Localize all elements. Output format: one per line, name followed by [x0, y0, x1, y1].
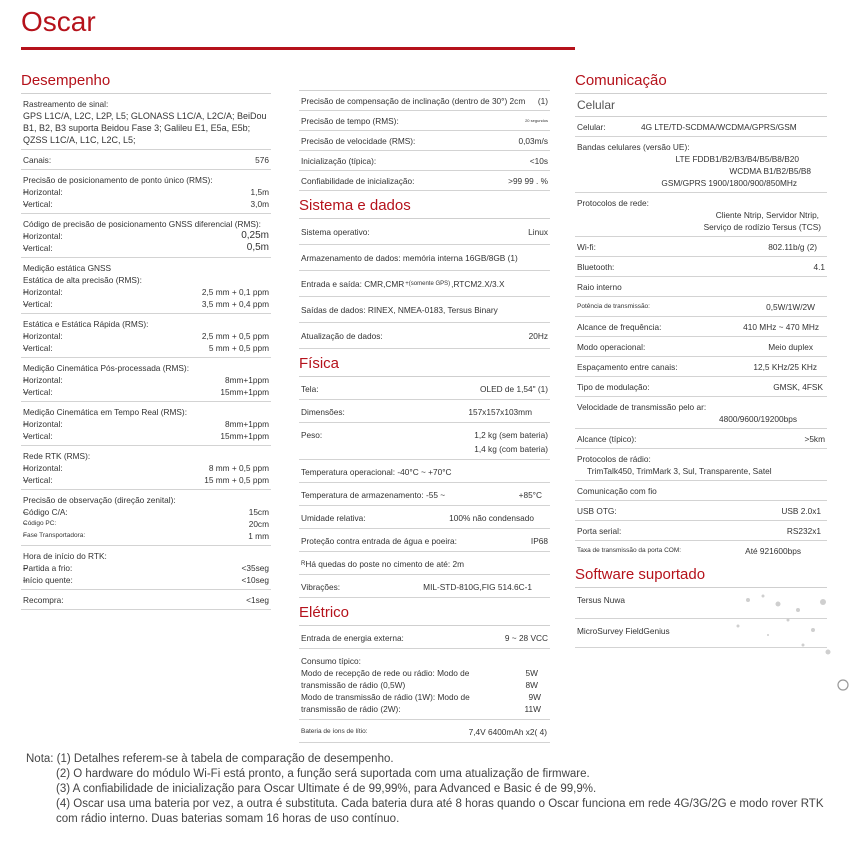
- reacq-row: [21, 590, 271, 610]
- rtk-h-label: – Horizontal:: [21, 418, 63, 430]
- radio-protocols-value: TrimTalk450, TrimMark 3, Sul, Transparente, Satel: [587, 466, 772, 476]
- update-value: 20Hz: [528, 331, 548, 341]
- usb-otg-value: USB 2.0x1: [781, 506, 821, 516]
- battery-row: [299, 720, 550, 743]
- section-title-software: Software suportado: [575, 566, 827, 588]
- spacing-row: [575, 357, 827, 377]
- storage-temp-label: Temperatura de armazenamento: -55 ~: [301, 490, 446, 500]
- serial-label: Porta serial:: [577, 526, 622, 536]
- air-speed-label: Velocidade de transmissão pelo ar:: [577, 402, 707, 412]
- humidity-label: Umidade relativa:: [301, 513, 366, 523]
- output-row: [299, 297, 550, 323]
- radio-protocols-label: Protocolos de rádio:: [577, 454, 651, 464]
- radio-protocols-group: [575, 449, 827, 481]
- com-rate-value: Até 921600bps: [745, 546, 801, 556]
- cellular-value: 4G LTE/TD-SCDMA/WCDMA/GPRS/GSM: [641, 122, 797, 132]
- title-divider: [21, 47, 575, 50]
- io-small: +(somente GPS): [405, 281, 451, 287]
- cellular-subtitle: Celular: [575, 94, 827, 117]
- usb-otg-label: USB OTG:: [577, 506, 617, 516]
- channels-label: Canais:: [23, 155, 52, 165]
- com-rate-row: [575, 541, 827, 560]
- section-title-performance: Desempenho: [21, 72, 271, 94]
- tx-power-row: [575, 297, 827, 317]
- performance-column: [21, 72, 271, 610]
- reliability-label: Confiabilidade de inicialização:: [301, 176, 415, 186]
- weight-label: Peso:: [301, 430, 323, 440]
- air-speed-value: 4800/9600/19200bps: [719, 414, 797, 424]
- bluetooth-row: [575, 257, 827, 277]
- storage-row: [299, 245, 550, 271]
- wired-comm-label: Comunicação com fio: [575, 481, 827, 501]
- single-h-value: 1,5m: [250, 187, 269, 197]
- range-row: [575, 429, 827, 449]
- network-rtk-label: Rede RTK (RMS):: [23, 451, 91, 461]
- tilt-label: Precisão de compensação de inclinação (dentro de 30°) 2cm: [301, 96, 526, 106]
- hp-h-value: 2,5 mm + 0,1 ppm: [201, 287, 269, 297]
- hp-h-label: – Horizontal:: [21, 286, 63, 298]
- spacing-label: Espaçamento entre canais:: [577, 362, 678, 372]
- ppk-v-label: – Vertical:: [21, 386, 53, 398]
- time-value: 20 segundos: [525, 118, 548, 123]
- net-v-label: – Vertical:: [21, 474, 53, 486]
- channels-value: 576: [255, 155, 269, 165]
- protocols-line-2: Serviço de rodízio Tersus (TCS): [703, 222, 821, 232]
- humidity-row: [299, 506, 550, 529]
- protocols-label: Protocolos de rede:: [577, 198, 649, 208]
- consumption-group: [299, 649, 550, 720]
- spacing-value: 12,5 KHz/25 KHz: [753, 362, 817, 372]
- usb-otg-row: [575, 501, 827, 521]
- modulation-value: GMSK, 4FSK: [773, 382, 823, 392]
- software-item-2: MicroSurvey FieldGenius: [575, 619, 827, 648]
- hp-v-label: – Vertical:: [21, 298, 53, 310]
- ppk-label: Medição Cinemática Pós-processada (RMS):: [23, 363, 189, 373]
- hp-static-label: Estática de alta precisão (RMS):: [23, 275, 142, 285]
- dgnss-v-value: 0,5m: [246, 242, 269, 253]
- note-4: (4) Oscar usa uma bateria por vez, a outra é substituta. Cada bateria dura até 8 horas quando o Oscar funciona em rede 4G/3G/2G e modo rover RTK com rádio interno. Duas baterias somam 16 horas de uso contínuo.: [56, 798, 824, 825]
- fast-v-value: 5 mm + 0,5 ppm: [208, 343, 269, 353]
- update-row: [299, 323, 550, 349]
- rtk-label: Medição Cinemática em Tempo Real (RMS):: [23, 407, 187, 417]
- dimensions-row: [299, 400, 550, 423]
- note-1: Nota: (1) Detalhes referem-se à tabela de comparação de desempenho.: [26, 753, 394, 765]
- internal-radio-label: Raio interno: [575, 277, 827, 297]
- obs-ca-value: 15cm: [248, 507, 269, 517]
- dgnss-h-label: – Horizontal:: [21, 230, 63, 242]
- vibration-label: Vibrações:: [301, 582, 341, 592]
- ppk-h-value: 8mm+1ppm: [224, 375, 269, 385]
- bands-line-1: LTE FDDB1/B2/B3/B4/B5/B8/B20: [675, 154, 799, 164]
- init-label: Inicialização (típica):: [301, 156, 377, 166]
- tracking-text: GPS L1C/A, L2C, L2P, L5; GLONASS L1C/A, L2C/A; BeiDou B1, B2, B3 suporta Beidou Fase 3; Galileu E1, E5a, E5b; QZSS L1C/A, L1C, L2C, L5;: [23, 111, 267, 145]
- static-label: Medição estática GNSS: [23, 263, 112, 273]
- tx-power-label: Potência de transmissão:: [577, 303, 650, 310]
- storage-temp-value: +85°C: [518, 490, 542, 500]
- footnotes: [26, 752, 826, 827]
- wifi-label: Wi-fi:: [577, 242, 596, 252]
- cons-rx-value-1: 5W: [525, 668, 538, 678]
- single-v-label: – Vertical:: [21, 198, 53, 210]
- optemp-label: Temperatura operacional: -40°C ~ +70°C: [301, 467, 452, 477]
- wifi-value: 802.11b/g (2): [768, 242, 817, 252]
- ip-row: [299, 529, 550, 552]
- output-label: Saídas de dados: RINEX, NMEA-0183, Tersus Binary: [301, 305, 498, 315]
- note-2: (2) O hardware do módulo Wi-Fi está pronto, a função será suportada com uma atualização de firmware.: [56, 768, 590, 780]
- software-item-1: Tersus Nuwa: [575, 588, 827, 619]
- ppk-group: [21, 358, 271, 402]
- net-h-label: – Horizontal:: [21, 462, 63, 474]
- storage-label: Armazenamento de dados: memória interna 16GB/8GB (1): [301, 253, 518, 263]
- hot-start-label: – Início quente:: [21, 574, 73, 586]
- obs-pc-value: 20cm: [248, 519, 269, 529]
- cons-tx-label: Modo de transmissão de rádio (1W): Modo de transmissão de rádio (2W):: [301, 692, 470, 714]
- cold-start-value: <35seg: [241, 563, 269, 573]
- obs-pc-label: – Código PC:: [21, 518, 56, 530]
- protocols-line-1: Cliente Ntrip, Servidor Ntrip,: [715, 210, 819, 220]
- velocity-value: 0,03m/s: [518, 136, 548, 146]
- serial-value: RS232x1: [786, 526, 821, 536]
- range-label: Alcance (típico):: [577, 434, 637, 444]
- humidity-value: 100% não condensado: [449, 513, 534, 523]
- frequency-label: Alcance de frequência:: [577, 322, 662, 332]
- velocity-row: [299, 131, 550, 151]
- power-row: [299, 626, 550, 649]
- observation-label: Precisão de observação (direção zenital):: [23, 495, 176, 505]
- network-rtk-group: [21, 446, 271, 490]
- modulation-label: Tipo de modulação:: [577, 382, 650, 392]
- bluetooth-label: Bluetooth:: [577, 262, 615, 272]
- storage-temp-row: [299, 483, 550, 506]
- tracking-group: [21, 94, 271, 150]
- io-row: [299, 271, 550, 297]
- io-label: Entrada e saída: CMR,CMR: [301, 279, 405, 289]
- tracking-label: Rastreamento de sinal:: [23, 99, 109, 109]
- decorative-watermark-icon: [728, 590, 858, 700]
- dgnss-label: Código de precisão de posicionamento GNSS diferencial (RMS):: [23, 219, 261, 229]
- reliability-value: >99 99 . %: [508, 176, 548, 186]
- cons-tx-value-2: 11W: [524, 704, 541, 714]
- single-point-label: Precisão de posicionamento de ponto único (RMS):: [23, 175, 213, 185]
- rtk-v-label: – Vertical:: [21, 430, 53, 442]
- page-title: Oscar: [21, 6, 96, 37]
- weight-row: [299, 423, 550, 460]
- reliability-row: [299, 171, 550, 191]
- section-title-communication: Comunicação: [575, 72, 827, 94]
- update-label: Atualização de dados:: [301, 331, 383, 341]
- fast-v-label: – Vertical:: [21, 342, 53, 354]
- reacq-value: <1seg: [246, 595, 269, 605]
- bands-line-2: WCDMA B1/B2/B5/B8: [729, 166, 811, 176]
- rtk-v-value: 15mm+1ppm: [220, 431, 269, 441]
- fast-static-label: Estática e Estática Rápida (RMS):: [23, 319, 149, 329]
- drop-label: Há quedas do poste no cimento de até: 2m: [305, 559, 465, 569]
- battery-value: 7,4V 6400mAh x2( 4): [468, 727, 547, 737]
- cellular-label: Celular:: [577, 122, 606, 132]
- dimensions-value: 157x157x103mm: [468, 407, 532, 417]
- cons-tx-value-1: 9W: [528, 692, 541, 702]
- wifi-row: [575, 237, 827, 257]
- screen-row: [299, 377, 550, 400]
- init-row: [299, 151, 550, 171]
- cold-start-label: – Partida a frio:: [21, 562, 72, 574]
- dimensions-label: Dimensões:: [301, 407, 345, 417]
- obs-phase-label: – Fase Transportadora:: [21, 530, 85, 542]
- optemp-row: [299, 460, 550, 483]
- power-label: Entrada de energia externa:: [301, 633, 404, 643]
- range-value: >5km: [804, 434, 825, 444]
- section-title-electrical: Elétrico: [299, 604, 550, 626]
- system-column: [299, 72, 550, 743]
- cons-rx-value-2: 8W: [525, 680, 538, 690]
- bands-group: [575, 137, 827, 193]
- ip-value: IP68: [530, 536, 548, 546]
- dgnss-group: [21, 214, 271, 258]
- tilt-note: (1): [537, 96, 548, 106]
- battery-label: Bateria de íons de lítio:: [301, 728, 368, 735]
- init-value: <10s: [529, 156, 548, 166]
- rtk-group: [21, 402, 271, 446]
- bands-label: Bandas celulares (versão UE):: [577, 142, 690, 152]
- os-label: Sistema operativo:: [301, 227, 370, 237]
- cellular-row: [575, 117, 827, 137]
- obs-ca-label: – Código C/A:: [21, 506, 68, 518]
- section-title-system: Sistema e dados: [299, 197, 550, 219]
- serial-row: [575, 521, 827, 541]
- hot-start-value: <10seg: [241, 575, 269, 585]
- fast-h-value: 2,5 mm + 0,5 ppm: [201, 331, 269, 341]
- air-speed-group: [575, 397, 827, 429]
- frequency-value: 410 MHz ~ 470 MHz: [743, 322, 819, 332]
- opmode-value: Meio duplex: [768, 342, 813, 352]
- opmode-label: Modo operacional:: [577, 342, 646, 352]
- weight-value-2: 1,4 kg (com bateria): [474, 444, 548, 454]
- bands-line-3: GSM/GPRS 1900/1800/900/850MHz: [661, 178, 797, 188]
- hp-v-value: 3,5 mm + 0,4 ppm: [201, 299, 269, 309]
- communication-column: [575, 72, 827, 648]
- time-label: Precisão de tempo (RMS):: [301, 116, 399, 126]
- obs-phase-value: 1 mm: [248, 531, 269, 541]
- ppk-h-label: – Horizontal:: [21, 374, 63, 386]
- section-title-physical: Física: [299, 355, 550, 377]
- observation-group: [21, 490, 271, 546]
- single-h-label: – Horizontal:: [21, 186, 63, 198]
- dgnss-h-value: 0,25m: [241, 230, 269, 241]
- bluetooth-value: 4.1: [813, 262, 825, 272]
- channels-row: [21, 150, 271, 170]
- screen-value: OLED de 1,54" (1): [480, 384, 548, 394]
- ip-label: Proteção contra entrada de água e poeira:: [301, 536, 457, 546]
- ppk-v-value: 15mm+1ppm: [220, 387, 269, 397]
- com-rate-label: Taxa de transmissão da porta COM:: [577, 547, 682, 554]
- os-value: Linux: [528, 227, 548, 237]
- drop-row: [299, 552, 550, 575]
- power-value: 9 ~ 28 VCC: [504, 633, 548, 643]
- protocols-group: [575, 193, 827, 237]
- drop-prefix: R: [301, 561, 306, 567]
- frequency-row: [575, 317, 827, 337]
- single-v-value: 3,0m: [250, 199, 269, 209]
- reacq-label: Recompra:: [23, 595, 64, 605]
- rtk-start-group: [21, 546, 271, 590]
- weight-value-1: 1,2 kg (sem bateria): [474, 430, 548, 440]
- rtk-h-value: 8mm+1ppm: [224, 419, 269, 429]
- modulation-row: [575, 377, 827, 397]
- note-3: (3) A confiabilidade de inicialização para Oscar Ultimate é de 99,99%, para Advanced e Basic é de 99,9%.: [56, 783, 597, 795]
- tx-power-value: 0,5W/1W/2W: [766, 302, 815, 312]
- rtk-start-label: Hora de início do RTK:: [23, 551, 107, 561]
- screen-label: Tela:: [301, 384, 319, 394]
- tilt-row: [299, 91, 550, 111]
- time-row: [299, 111, 550, 131]
- opmode-row: [575, 337, 827, 357]
- os-row: [299, 219, 550, 245]
- vibration-row: [299, 575, 550, 598]
- io-rest: ,RTCM2.X/3.X: [451, 279, 505, 289]
- fast-static-group: [21, 314, 271, 358]
- velocity-label: Precisão de velocidade (RMS):: [301, 136, 416, 146]
- cons-rx-label: Modo de recepção de rede ou rádio: Modo de transmissão de rádio (0,5W): [301, 668, 470, 690]
- dgnss-v-label: – Vertical:: [21, 242, 53, 254]
- net-h-value: 8 mm + 0,5 ppm: [208, 463, 269, 473]
- fast-h-label: – Horizontal:: [21, 330, 63, 342]
- consumption-label: Consumo típico:: [301, 656, 361, 666]
- vibration-value: MIL-STD-810G,FIG 514.6C-1: [423, 582, 532, 592]
- single-point-group: [21, 170, 271, 214]
- static-group: [21, 258, 271, 314]
- net-v-value: 15 mm + 0,5 ppm: [204, 475, 269, 485]
